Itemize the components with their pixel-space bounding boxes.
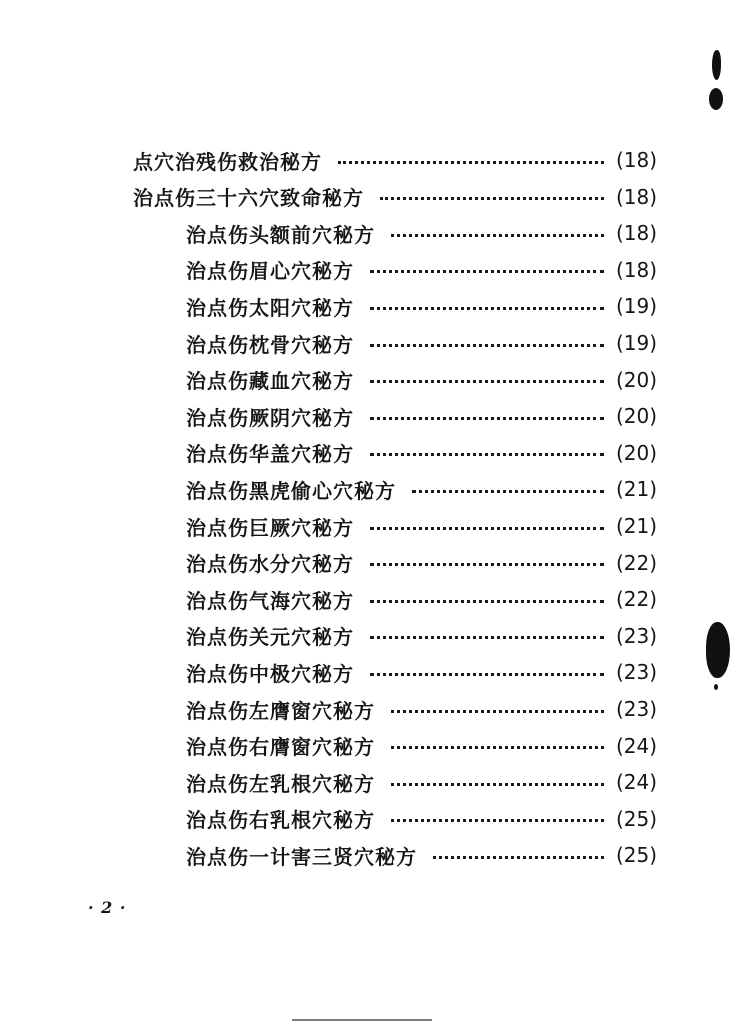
toc-dot-leader <box>370 673 604 676</box>
toc-entry-title: 治点伤一计害三贤穴秘方 <box>186 844 417 869</box>
toc-dot-leader <box>391 746 604 749</box>
toc-entry <box>186 657 657 687</box>
page-number: · 2 · <box>88 898 127 917</box>
scan-speck <box>714 684 718 690</box>
toc-entry-page: (22) <box>615 587 657 612</box>
toc-entry-title: 治点伤气海穴秘方 <box>186 588 354 613</box>
toc-entry-page: (20) <box>615 404 657 429</box>
toc-entry-title: 治点伤华盖穴秘方 <box>186 442 354 467</box>
toc-dot-leader <box>391 819 604 822</box>
toc-entry <box>186 731 657 761</box>
toc-entry-page: (18) <box>615 148 657 172</box>
toc-entry-page: (18) <box>615 257 657 282</box>
toc-entry-title: 治点伤太阳穴秘方 <box>186 295 354 320</box>
toc-entry <box>133 145 657 175</box>
toc-entry <box>186 804 657 834</box>
toc-entry-title: 治点伤右乳根穴秘方 <box>186 808 375 833</box>
toc-entry <box>186 621 657 651</box>
toc-dot-leader <box>370 380 604 383</box>
toc-dot-leader <box>338 161 604 164</box>
toc-dot-leader <box>370 307 604 310</box>
toc-entry-title: 治点伤关元穴秘方 <box>186 625 354 650</box>
toc-dot-leader <box>391 234 604 237</box>
scan-smudge-top <box>712 50 721 80</box>
toc-entry-page: (21) <box>615 477 657 502</box>
toc-entry-title: 治点伤巨厥穴秘方 <box>186 515 354 540</box>
toc-entry <box>186 218 657 248</box>
toc-entry-title: 治点伤中极穴秘方 <box>186 661 354 686</box>
toc-entry-page: (19) <box>615 331 657 355</box>
toc-dot-leader <box>370 563 604 566</box>
toc-entry <box>186 401 657 431</box>
toc-entry-page: (25) <box>615 843 657 868</box>
toc-entry-title: 治点伤左乳根穴秘方 <box>186 771 375 796</box>
toc-dot-leader <box>391 710 604 713</box>
toc-dot-leader <box>370 636 604 639</box>
toc-entry <box>186 767 657 797</box>
toc-dot-leader <box>370 453 604 456</box>
toc-entry-title: 治点伤左膺窗穴秘方 <box>186 698 375 723</box>
toc-entry-title: 治点伤藏血穴秘方 <box>186 369 354 394</box>
toc-entry-title: 治点伤三十六穴致命秘方 <box>133 186 364 211</box>
toc-entry <box>186 548 657 578</box>
toc-entry <box>133 182 657 212</box>
toc-dot-leader <box>412 490 604 493</box>
toc-entry-page: (25) <box>615 806 657 831</box>
toc-entry-title: 治点伤右膺窗穴秘方 <box>186 735 375 760</box>
toc-dot-leader <box>433 856 604 859</box>
toc-dot-leader <box>370 344 604 347</box>
toc-dot-leader <box>370 270 604 273</box>
toc-entry-title: 治点伤水分穴秘方 <box>186 552 354 577</box>
toc-entry-title: 治点伤枕骨穴秘方 <box>186 332 354 357</box>
toc-entry-page: (18) <box>615 184 657 209</box>
toc-entry-page: (24) <box>615 733 657 758</box>
toc-entry-title: 治点伤黑虎偷心穴秘方 <box>186 478 396 503</box>
toc-dot-leader <box>380 197 604 200</box>
toc-entry <box>186 365 657 395</box>
toc-entry-title: 治点伤厥阴穴秘方 <box>186 405 354 430</box>
toc-dot-leader <box>370 417 604 420</box>
toc-entry-page: (22) <box>615 550 657 575</box>
toc-entry <box>186 474 657 504</box>
toc-entry <box>186 328 657 358</box>
scan-line-bottom <box>292 1019 432 1021</box>
toc-dot-leader <box>370 527 604 530</box>
toc-entry <box>186 438 657 468</box>
toc-entry-page: (24) <box>615 770 657 795</box>
toc-entry-page: (23) <box>615 660 657 685</box>
toc-entry <box>186 840 657 870</box>
toc-entry <box>186 511 657 541</box>
toc-dot-leader <box>391 783 604 786</box>
scan-smudge-middle <box>706 622 730 678</box>
toc-entry-page: (21) <box>615 514 657 538</box>
toc-entry-title: 治点伤眉心穴秘方 <box>186 259 354 284</box>
toc-entry-page: (23) <box>615 623 657 648</box>
toc-entry <box>186 255 657 285</box>
toc-entry-page: (23) <box>615 697 657 721</box>
toc-entry <box>186 584 657 614</box>
toc-entry-page: (20) <box>615 440 657 465</box>
toc-entry <box>186 694 657 724</box>
toc-entry-title: 治点伤头额前穴秘方 <box>186 222 375 247</box>
toc-entry-title: 点穴治残伤救治秘方 <box>133 149 322 174</box>
toc-entry <box>186 291 657 321</box>
toc-entry-page: (18) <box>615 221 657 246</box>
toc-entry-page: (19) <box>615 294 657 319</box>
toc-dot-leader <box>370 600 604 603</box>
toc-entry-page: (20) <box>615 367 657 392</box>
scan-smudge-top-2 <box>709 88 723 110</box>
